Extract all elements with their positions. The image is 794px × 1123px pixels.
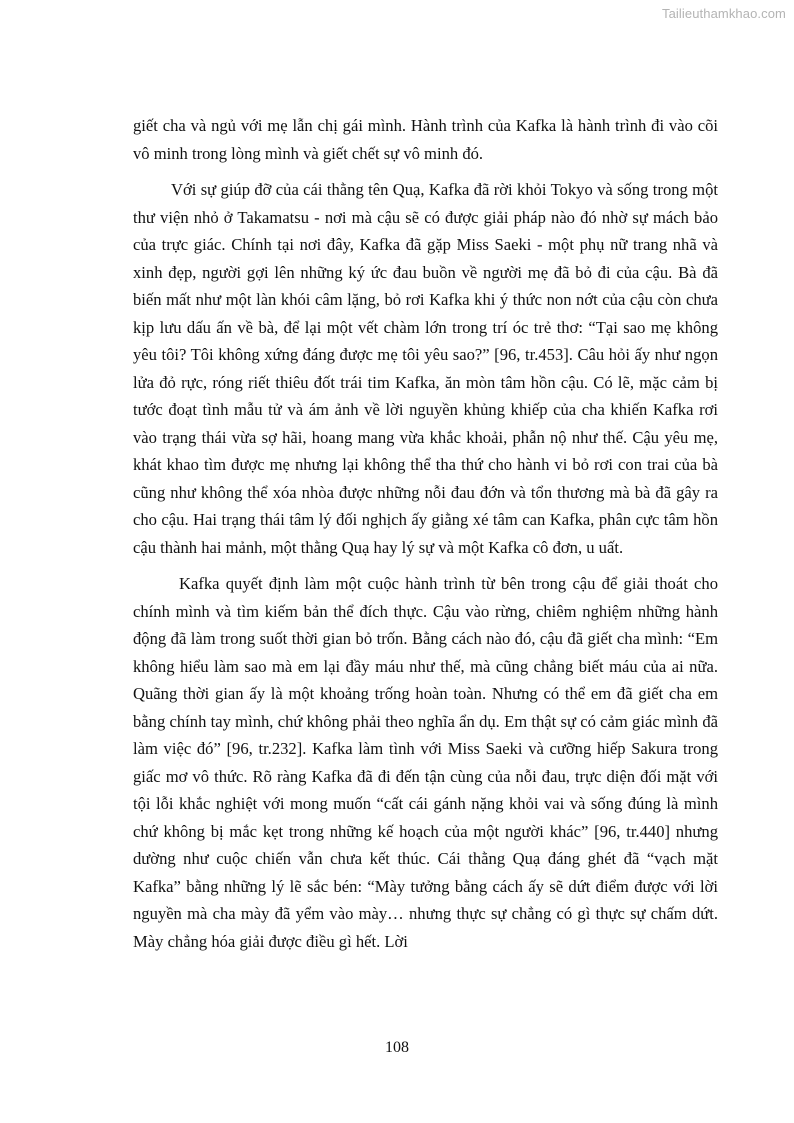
watermark-text: Tailieuthamkhao.com: [661, 6, 786, 21]
page-body: [133, 112, 718, 964]
paragraph: Kafka quyết định làm một cuộc hành trình từ bên trong cậu để giải thoát cho chính mình và tìm kiếm bản thể đích thực. Cậu vào rừng, chiêm nghiệm những hành động đã làm trong suốt thời gian bỏ trốn. Bằng cách nào đó, cậu đã giết cha mình: “Em không hiểu làm sao mà em lại đầy máu như thế, mà cũng chẳng biết máu của ai nữa. Quãng thời gian ấy là một khoảng trống hoàn toàn. Nhưng có thể em đã giết cha em bằng chính tay mình, chứ không phải theo nghĩa ẩn dụ. Em thật sự có cảm giác mình đã làm việc đó” [96, tr.232]. Kafka làm tình với Miss Saeki và cưỡng hiếp Sakura trong giấc mơ vô thức. Rõ ràng Kafka đã đi đến tận cùng của nỗi đau, trực diện đối mặt với tội lỗi khắc nghiệt với mong muốn “cất cái gánh nặng khỏi vai và sống đúng là mình chứ không bị mắc kẹt trong những kế hoạch của một người khác” [96, tr.440] nhưng dường như cuộc chiến vẫn chưa kết thúc. Cái thằng Quạ đáng ghét đã “vạch mặt Kafka” bằng những lý lẽ sắc bén: “Mày tưởng bằng cách ấy sẽ dứt điểm được với lời nguyền mà cha mày đã yểm vào mày… nhưng thực sự chẳng có gì thực sự chấm dứt. Mày chẳng hóa giải được điều gì hết. Lời: [133, 574, 718, 951]
paragraph-continuation: giết cha và ngủ với mẹ lẫn chị gái mình. Hành trình của Kafka là hành trình đi vào cõi vô minh trong lòng mình và giết chết sự vô minh đó.: [133, 116, 718, 163]
page-number: 108: [385, 1039, 409, 1056]
paragraph: Với sự giúp đỡ của cái thằng tên Quạ, Kafka đã rời khỏi Tokyo và sống trong một thư viện nhỏ ở Takamatsu - nơi mà cậu sẽ có được giải pháp nào đó nhờ sự mách bảo của trực giác. Chính tại nơi đây, Kafka đã gặp Miss Saeki - một phụ nữ trang nhã và xinh đẹp, người gợi lên những ký ức đau buồn về người mẹ đã bỏ đi của cậu. Bà đã biến mất như một làn khói câm lặng, bỏ rơi Kafka khi ý thức non nớt của cậu còn chưa kịp lưu dấu ấn về bà, để lại một vết chàm lớn trong trí óc trẻ thơ: “Tại sao mẹ không yêu tôi? Tôi không xứng đáng được mẹ tôi yêu sao?” [96, tr.453]. Câu hỏi ấy như ngọn lửa đỏ rực, róng riết thiêu đốt trái tim Kafka, ăn mòn tâm hồn cậu. Có lẽ, mặc cảm bị tước đoạt tình mẫu tử và ám ảnh về lời nguyền khủng khiếp của cha khiến Kafka rơi vào trạng thái vừa sợ hãi, hoang mang vừa khắc khoải, phẫn nộ như thế. Cậu yêu mẹ, khát khao tìm được mẹ nhưng lại không thể tha thứ cho hành vi bỏ rơi con trai của bà cũng như không thể xóa nhòa được những nỗi đau đớn và tổn thương mà bà đã gây ra cho cậu. Hai trạng thái tâm lý đối nghịch ấy giằng xé tâm can Kafka, phân cực tâm hồn cậu thành hai mảnh, một thằng Quạ hay lý sự và một Kafka cô đơn, u uất.: [133, 180, 718, 557]
